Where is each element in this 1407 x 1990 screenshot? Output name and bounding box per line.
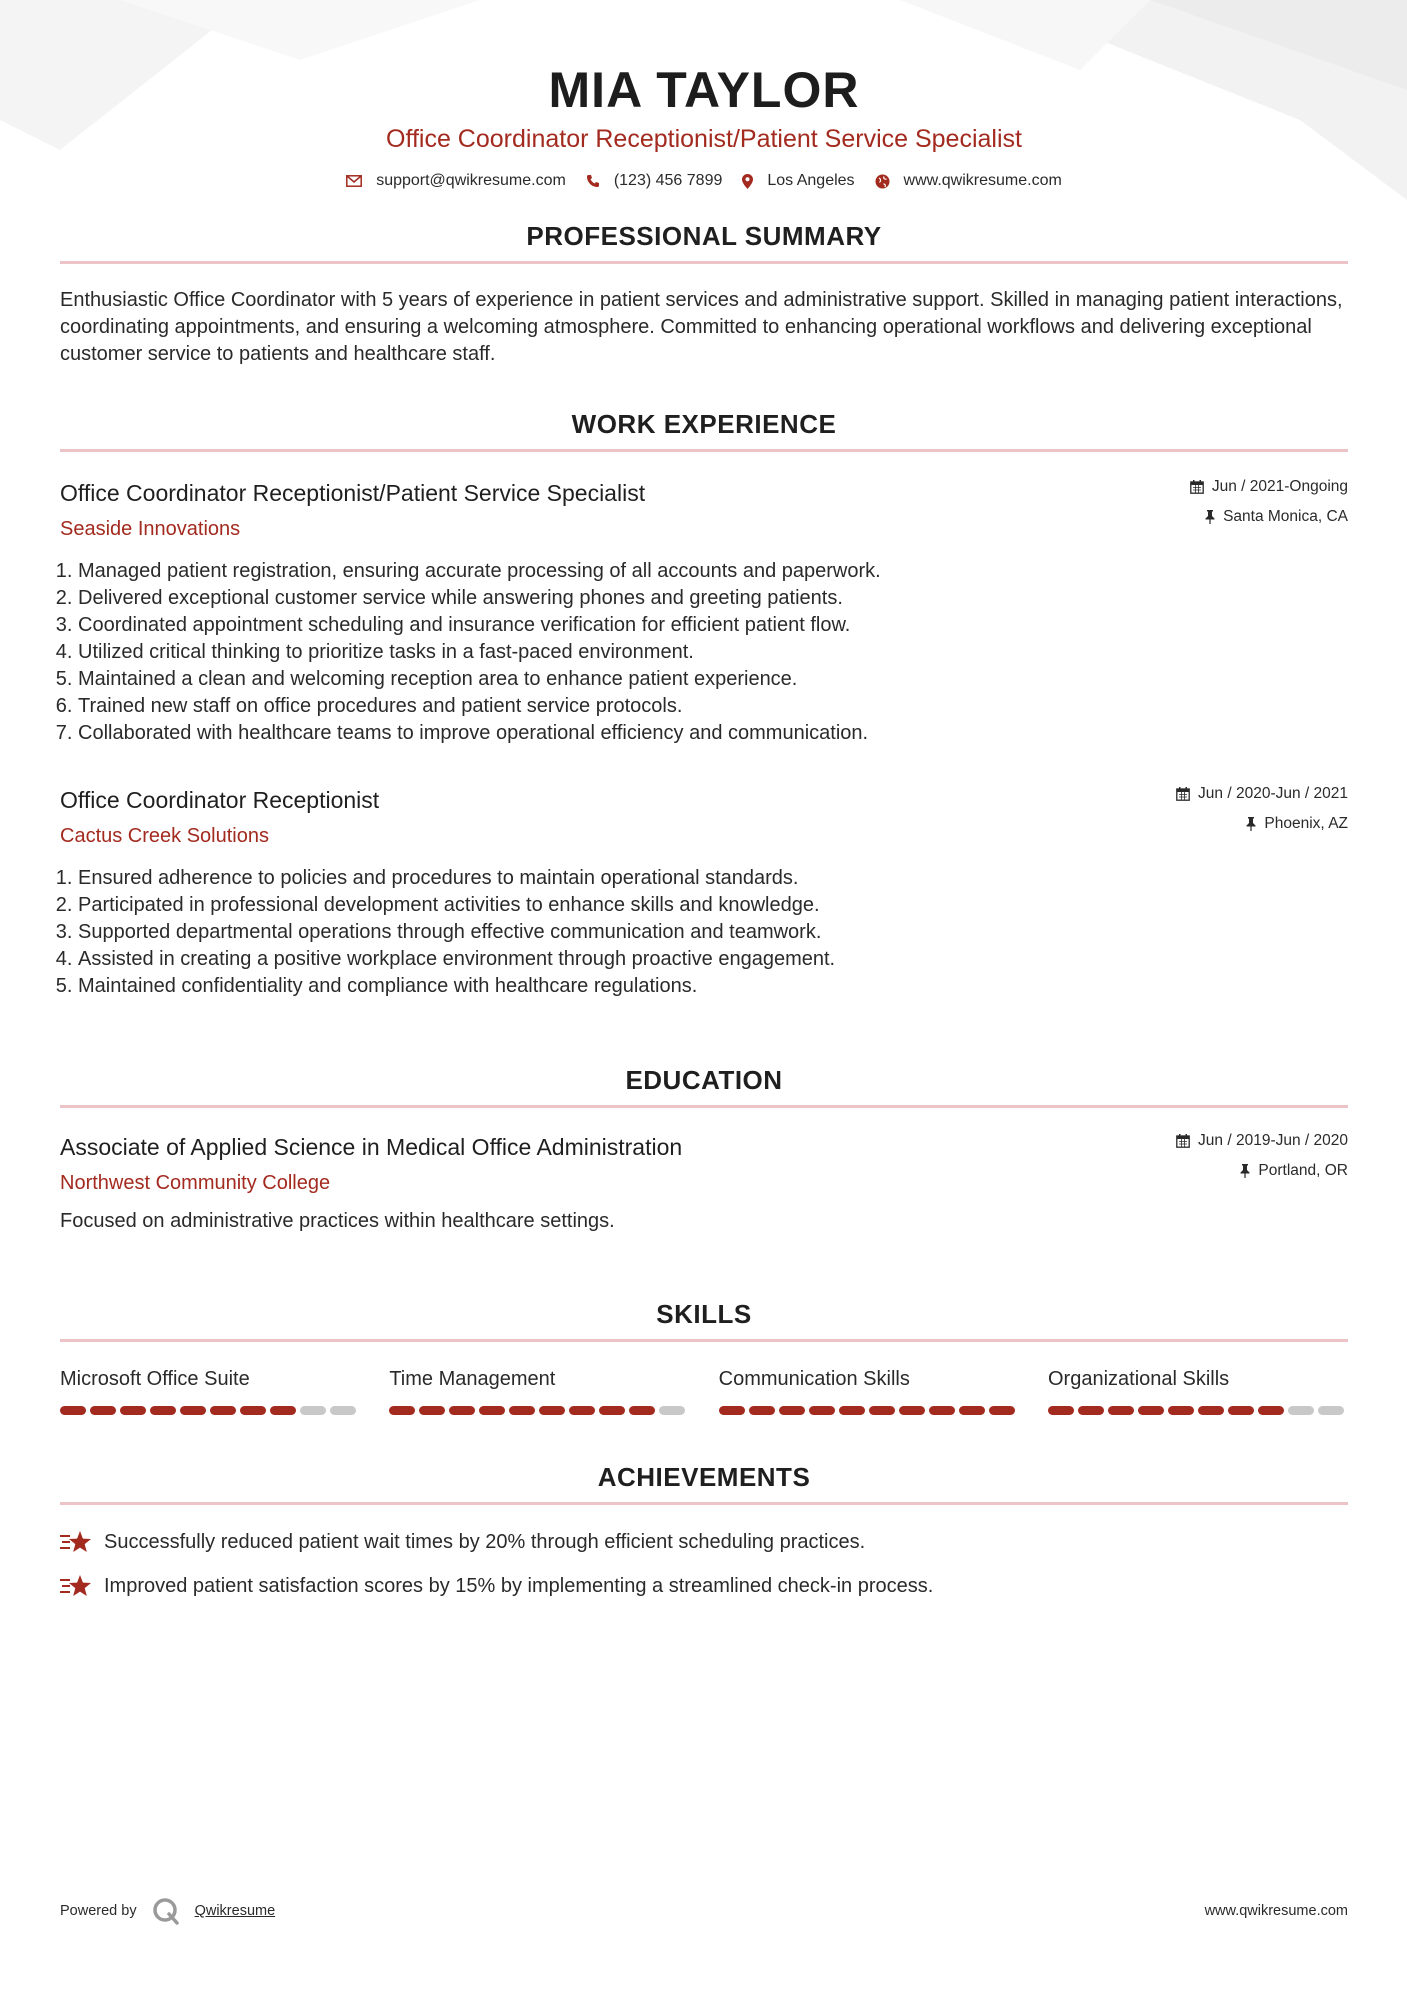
skill-rating-segment <box>779 1406 805 1415</box>
resume-header <box>60 0 1348 190</box>
job-company: Seaside Innovations <box>60 518 241 540</box>
skill-rating-segment <box>389 1406 415 1415</box>
job-dates-text: Jun / 2020-Jun / 2021 <box>1198 785 1348 802</box>
footer-website[interactable]: www.qwikresume.com <box>1204 1903 1348 1919</box>
job-dates <box>1176 785 1348 803</box>
skill-rating-segment <box>1228 1406 1254 1415</box>
contact-bar <box>60 172 1348 190</box>
skill-rating-segment <box>1138 1406 1164 1415</box>
contact-location <box>742 172 854 190</box>
education-heading: EDUCATION <box>625 1065 783 1095</box>
achievement-item <box>60 1529 1348 1555</box>
shooting-star-icon <box>60 1574 92 1598</box>
calendar-icon <box>1190 480 1204 494</box>
achievements-heading: ACHIEVEMENTS <box>597 1462 811 1492</box>
skill-rating-segment <box>599 1406 625 1415</box>
education-description: Focused on administrative practices within healthcare settings. <box>60 1210 615 1232</box>
skill-rating-segment <box>1258 1406 1284 1415</box>
skills-list <box>60 1366 1348 1415</box>
skill-rating-segment <box>989 1406 1015 1415</box>
skill-rating-bar <box>719 1406 1019 1415</box>
contact-email[interactable] <box>346 172 566 190</box>
skills-section <box>60 1298 1348 1415</box>
skill-rating-segment <box>659 1406 685 1415</box>
pushpin-icon <box>1240 1164 1250 1178</box>
contact-website[interactable] <box>875 172 1062 190</box>
skill-rating-segment <box>419 1406 445 1415</box>
skill-rating-segment <box>929 1406 955 1415</box>
list-item: 7. Collaborated with healthcare teams to improve operational efficiency and communication. <box>78 720 1348 747</box>
skill-rating-segment <box>240 1406 266 1415</box>
section-divider <box>60 1339 1348 1342</box>
candidate-name: MIA TAYLOR <box>548 62 860 118</box>
skill-rating-segment <box>809 1406 835 1415</box>
summary-section <box>60 220 1348 368</box>
list-item: 6. Trained new staff on office procedures and patient service protocols. <box>78 693 1348 720</box>
skill-rating-bar <box>389 1406 689 1415</box>
skill-item <box>389 1366 689 1415</box>
skill-rating-segment <box>1048 1406 1074 1415</box>
degree-title: Associate of Applied Science in Medical Office Administration <box>60 1134 683 1160</box>
skill-rating-segment <box>869 1406 895 1415</box>
education-location <box>1176 1162 1348 1180</box>
job-dates-text: Jun / 2021-Ongoing <box>1211 478 1348 495</box>
shooting-star-icon <box>60 1530 92 1554</box>
skill-name: Organizational Skills <box>1047 1368 1230 1390</box>
skill-rating-segment <box>90 1406 116 1415</box>
location-text: Los Angeles <box>767 172 855 189</box>
skill-rating-segment <box>629 1406 655 1415</box>
powered-by-label: Powered by <box>60 1903 137 1919</box>
skill-rating-segment <box>270 1406 296 1415</box>
job-title: Office Coordinator Receptionist/Patient Service Specialist <box>60 480 646 506</box>
map-marker-icon <box>742 174 753 189</box>
education-dates <box>1176 1132 1348 1150</box>
skill-rating-segment <box>120 1406 146 1415</box>
list-item: 3. Supported departmental operations through effective communication and teamwork. <box>78 919 1348 946</box>
envelope-icon <box>346 175 362 187</box>
list-item: 5. Maintained a clean and welcoming reception area to enhance patient experience. <box>78 666 1348 693</box>
skill-rating-segment <box>1288 1406 1314 1415</box>
skill-name: Communication Skills <box>718 1368 910 1390</box>
skill-rating-segment <box>719 1406 745 1415</box>
skill-rating-segment <box>479 1406 505 1415</box>
summary-text: Enthusiastic Office Coordinator with 5 years of experience in patient services and administrative support. Skilled in managing patient interactions, coordinating appointments, and ensuring a welcoming atmosphere. Committed to enhancing operational workflows and delivering exceptional customer service to patients and healthcare staff. <box>60 289 1343 365</box>
skill-item <box>719 1366 1019 1415</box>
qwikresume-logo-icon <box>151 1896 181 1926</box>
school-name: Northwest Community College <box>60 1172 331 1194</box>
calendar-icon <box>1176 1134 1190 1148</box>
job-duties-list <box>60 865 1348 1000</box>
job-duties-list <box>60 558 1348 747</box>
skill-rating-segment <box>449 1406 475 1415</box>
skill-rating-segment <box>959 1406 985 1415</box>
skill-rating-segment <box>839 1406 865 1415</box>
powered-by <box>60 1896 275 1926</box>
job-location <box>1176 815 1348 833</box>
skill-rating-segment <box>509 1406 535 1415</box>
achievements-list <box>60 1529 1348 1599</box>
achievements-section <box>60 1461 1348 1599</box>
work-experience-section <box>60 408 1348 1000</box>
pushpin-icon <box>1205 510 1215 524</box>
section-divider <box>60 1105 1348 1108</box>
skill-rating-segment <box>1108 1406 1134 1415</box>
skill-rating-segment <box>899 1406 925 1415</box>
list-item: 2. Delivered exceptional customer service while answering phones and greeting patients. <box>78 585 1348 612</box>
skill-rating-segment <box>1198 1406 1224 1415</box>
email-text: support@qwikresume.com <box>376 172 566 189</box>
skill-rating-segment <box>150 1406 176 1415</box>
section-divider <box>60 1502 1348 1505</box>
calendar-icon <box>1176 787 1190 801</box>
skill-rating-segment <box>539 1406 565 1415</box>
education-section <box>60 1064 1348 1234</box>
list-item: 2. Participated in professional development activities to enhance skills and knowledge. <box>78 892 1348 919</box>
list-item: 3. Coordinated appointment scheduling and insurance verification for efficient patient flow. <box>78 612 1348 639</box>
qwikresume-link[interactable]: Qwikresume <box>194 1903 276 1919</box>
skill-item <box>60 1366 360 1415</box>
job-location-text: Phoenix, AZ <box>1264 815 1348 832</box>
section-divider <box>60 261 1348 264</box>
job-entry <box>60 785 1348 1000</box>
education-location-text: Portland, OR <box>1258 1162 1348 1179</box>
achievement-text: Improved patient satisfaction scores by 15% by implementing a streamlined check-in process. <box>104 1575 934 1597</box>
job-entry <box>60 478 1348 747</box>
skill-name: Microsoft Office Suite <box>60 1368 250 1390</box>
job-company: Cactus Creek Solutions <box>60 825 269 847</box>
education-entry <box>60 1132 1348 1234</box>
job-title: Office Coordinator Receptionist <box>60 787 380 813</box>
list-item: 1. Managed patient registration, ensuring accurate processing of all accounts and paperwork. <box>78 558 1348 585</box>
section-divider <box>60 449 1348 452</box>
website-text: www.qwikresume.com <box>903 172 1062 189</box>
skill-rating-segment <box>300 1406 326 1415</box>
contact-phone[interactable] <box>586 172 723 190</box>
skill-rating-segment <box>1078 1406 1104 1415</box>
skill-rating-segment <box>330 1406 356 1415</box>
resume-page <box>60 0 1348 1599</box>
job-dates <box>1190 478 1348 496</box>
pushpin-icon <box>1246 817 1256 831</box>
phone-text: (123) 456 7899 <box>613 172 723 189</box>
phone-icon <box>586 174 600 188</box>
summary-heading: PROFESSIONAL SUMMARY <box>526 221 882 251</box>
skill-rating-segment <box>60 1406 86 1415</box>
education-dates-text: Jun / 2019-Jun / 2020 <box>1198 1132 1348 1149</box>
list-item: 4. Assisted in creating a positive workplace environment through proactive engagement. <box>78 946 1348 973</box>
candidate-role: Office Coordinator Receptionist/Patient Service Specialist <box>386 125 1022 153</box>
achievement-item <box>60 1573 1348 1599</box>
job-location-text: Santa Monica, CA <box>1223 508 1348 525</box>
skill-rating-segment <box>1318 1406 1344 1415</box>
list-item: 5. Maintained confidentiality and compliance with healthcare regulations. <box>78 973 1348 1000</box>
skill-rating-segment <box>749 1406 775 1415</box>
achievement-text: Successfully reduced patient wait times by 20% through efficient scheduling practices. <box>104 1531 866 1553</box>
job-location <box>1190 508 1348 526</box>
skill-rating-segment <box>569 1406 595 1415</box>
skill-rating-segment <box>180 1406 206 1415</box>
work-experience-heading: WORK EXPERIENCE <box>571 409 837 439</box>
skill-name: Time Management <box>389 1368 556 1390</box>
skill-rating-bar <box>60 1406 360 1415</box>
list-item: 4. Utilized critical thinking to prioritize tasks in a fast-paced environment. <box>78 639 1348 666</box>
skill-item <box>1048 1366 1348 1415</box>
skill-rating-segment <box>1168 1406 1194 1415</box>
globe-icon <box>875 174 890 189</box>
skills-heading: SKILLS <box>656 1299 752 1329</box>
resume-footer <box>60 1896 1348 1926</box>
skill-rating-segment <box>210 1406 236 1415</box>
skill-rating-bar <box>1048 1406 1348 1415</box>
list-item: 1. Ensured adherence to policies and procedures to maintain operational standards. <box>78 865 1348 892</box>
